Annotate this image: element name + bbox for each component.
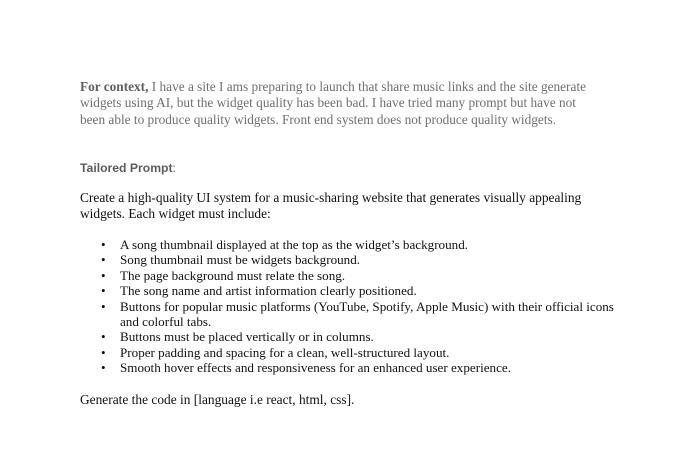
list-item <box>80 345 620 360</box>
list-item-text: The song name and artist information clearly positioned. <box>120 283 417 299</box>
bullet-icon: • <box>101 344 106 360</box>
section-heading <box>80 160 176 176</box>
intro-paragraph: Create a high-quality UI system for a music-sharing website that generates visually appealing widgets. Each widget must include: <box>80 190 582 221</box>
bullet-icon: • <box>101 298 106 314</box>
context-lead: For context, <box>80 79 149 94</box>
bullet-icon: • <box>101 360 106 376</box>
context-body: I have a site I ams preparing to launch that share music links and the site generate widgets using AI, but the widget quality has been bad. I have tried many prompt but have not been able to produce quality widgets. Front end system does not produce quality widgets. <box>80 79 586 127</box>
list-item <box>80 283 620 298</box>
bullet-icon: • <box>101 252 106 268</box>
list-item <box>80 299 620 330</box>
list-item-text: A song thumbnail displayed at the top as the widget’s background. <box>120 237 469 252</box>
closing-instruction: Generate the code in [language i.e react, html, css]. <box>80 392 355 407</box>
list-item-text: Buttons must be placed vertically or in columns. <box>120 329 374 345</box>
list-item <box>80 360 620 375</box>
section-heading-colon: : <box>172 161 176 175</box>
bullet-icon: • <box>101 267 106 283</box>
bullet-icon: • <box>101 329 106 345</box>
list-item <box>80 268 620 283</box>
list-item-text: The page background must relate the song. <box>120 267 346 283</box>
list-item-text: Song thumbnail must be widgets background. <box>120 252 361 268</box>
bullet-icon: • <box>101 283 106 299</box>
list-item <box>80 237 620 252</box>
requirements-list <box>80 237 620 376</box>
list-item-text: Buttons for popular music platforms (YouTube, Spotify, Apple Music) with their official icons and colorful tabs. <box>120 298 614 330</box>
list-item <box>80 252 620 267</box>
section-heading-label: Tailored Prompt <box>80 161 173 175</box>
list-item-text: Proper padding and spacing for a clean, well-structured layout. <box>120 344 450 360</box>
context-paragraph <box>80 79 600 128</box>
bullet-icon: • <box>101 237 106 252</box>
list-item-text: Smooth hover effects and responsiveness for an enhanced user experience. <box>120 360 511 376</box>
list-item <box>80 329 620 344</box>
